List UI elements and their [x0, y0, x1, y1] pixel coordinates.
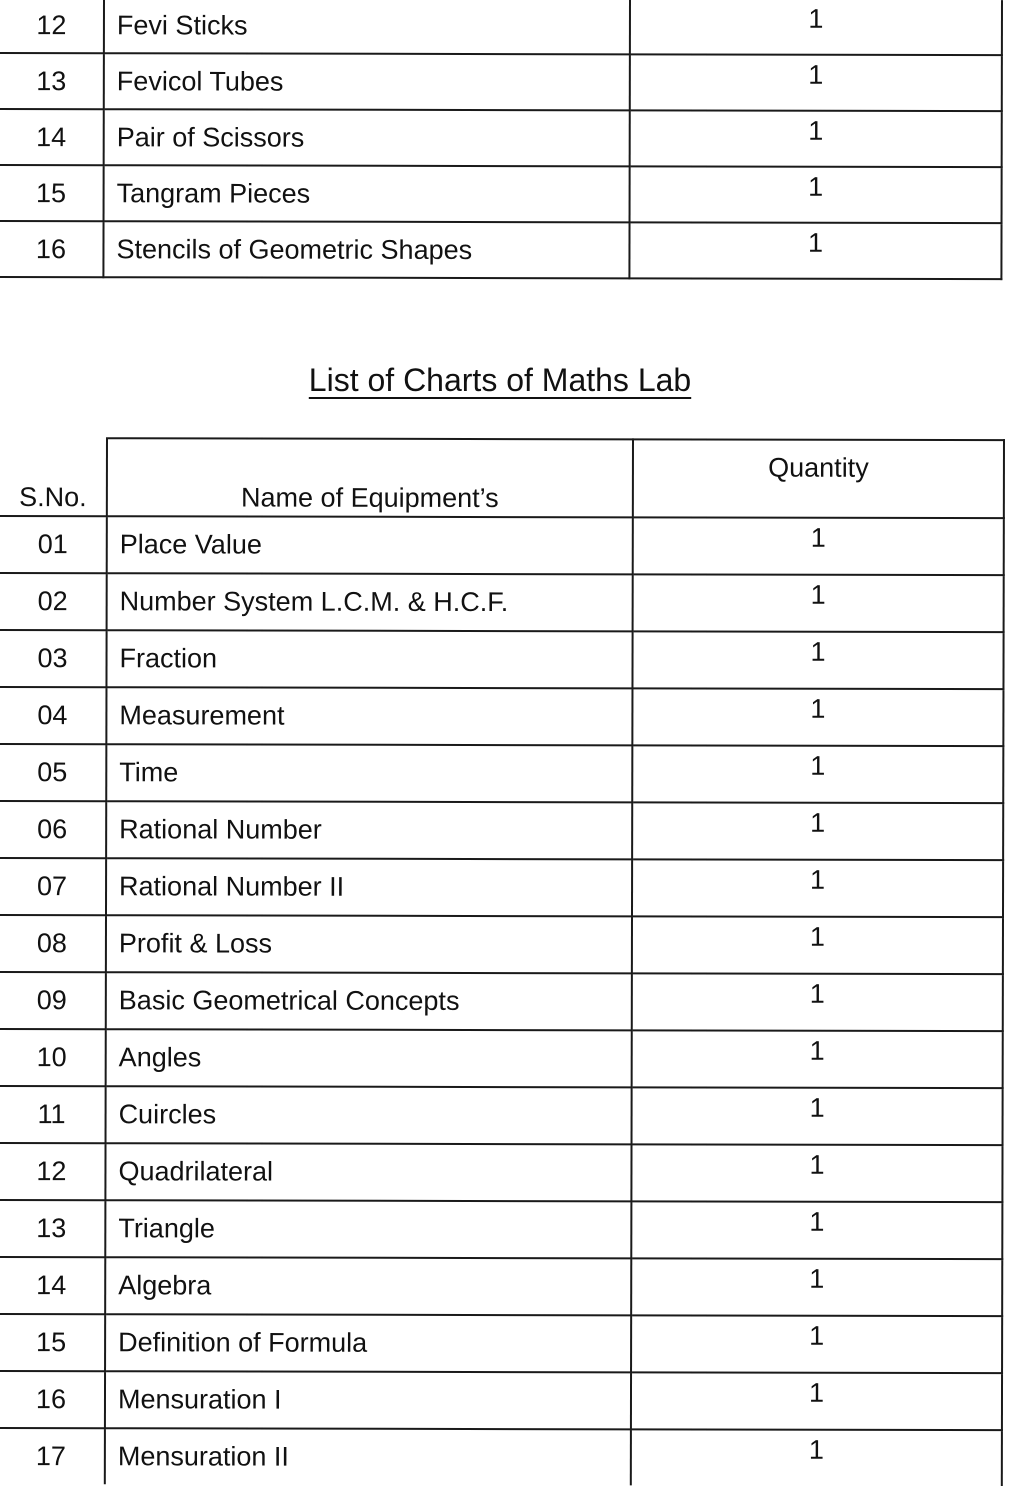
sno-cell: 17: [0, 1428, 105, 1484]
table-row: [0, 1314, 1002, 1373]
quantity-cell: 1: [633, 517, 1004, 575]
sno-cell: 04: [0, 687, 106, 744]
table-row: [0, 1029, 1003, 1088]
sno-cell: 08: [0, 915, 106, 972]
quantity-cell: 1: [632, 802, 1003, 860]
item-name-cell: Stencils of Geometric Shapes: [103, 221, 629, 278]
item-name-cell: Fraction: [106, 630, 632, 688]
quantity-cell: 1: [632, 688, 1003, 746]
header-sno: S.No.: [0, 438, 107, 516]
quantity-cell: 1: [631, 1429, 1002, 1486]
quantity-cell: 1: [632, 916, 1003, 974]
sno-cell: 06: [0, 801, 106, 858]
sno-cell: 15: [0, 1314, 105, 1371]
table-row: [0, 573, 1004, 632]
quantity-cell: 1: [631, 1144, 1002, 1202]
sno-cell: 13: [0, 53, 104, 109]
table-row: [0, 1143, 1003, 1202]
item-name-cell: Angles: [106, 1029, 632, 1087]
charts-table: [0, 437, 1005, 1486]
top-table-body: [0, 0, 1002, 279]
table-row: [0, 165, 1002, 223]
top-equipment-table: [0, 0, 1003, 280]
sno-cell: 15: [0, 165, 104, 221]
sno-cell: 10: [0, 1029, 106, 1086]
table-row: [0, 858, 1003, 917]
table-row: [0, 0, 1002, 55]
item-name-cell: Number System L.C.M. & H.C.F.: [107, 573, 633, 631]
item-name-cell: Mensuration I: [105, 1371, 631, 1429]
table-row: [0, 744, 1003, 803]
table-row: [0, 630, 1004, 689]
sno-cell: 14: [0, 1257, 105, 1314]
header-name: Name of Equipment’s: [107, 438, 633, 517]
section-title-text: List of Charts of Maths Lab: [308, 362, 692, 398]
sno-cell: 11: [0, 1086, 106, 1143]
sno-cell: 01: [0, 516, 107, 573]
table-row: [0, 1200, 1002, 1259]
item-name-cell: Rational Number II: [106, 858, 632, 916]
table-row: [0, 221, 1002, 279]
item-name-cell: Pair of Scissors: [104, 109, 630, 166]
sno-cell: 12: [0, 0, 104, 53]
quantity-cell: 1: [632, 973, 1003, 1031]
quantity-cell: 1: [631, 1258, 1002, 1316]
quantity-cell: 1: [633, 574, 1004, 632]
table-row: [0, 53, 1002, 111]
item-name-cell: Quadrilateral: [105, 1143, 631, 1201]
item-name-cell: Cuircles: [106, 1086, 632, 1144]
item-name-cell: Fevicol Tubes: [104, 53, 630, 110]
table-row: [0, 1086, 1003, 1145]
sno-cell: 12: [0, 1143, 106, 1200]
section-title: [0, 360, 1000, 400]
sno-cell: 03: [0, 630, 107, 687]
sno-cell: 07: [0, 858, 106, 915]
item-name-cell: Basic Geometrical Concepts: [106, 972, 632, 1030]
quantity-cell: 1: [632, 745, 1003, 803]
item-name-cell: Profit & Loss: [106, 915, 632, 973]
table-row: [0, 1257, 1002, 1316]
item-name-cell: Mensuration II: [105, 1428, 631, 1485]
item-name-cell: Algebra: [105, 1257, 631, 1315]
item-name-cell: Fevi Sticks: [104, 0, 630, 54]
table-row: [0, 687, 1003, 746]
sno-cell: 14: [0, 109, 104, 165]
table-row: [0, 109, 1002, 167]
header-quantity: Quantity: [633, 439, 1004, 518]
quantity-cell: 1: [632, 631, 1003, 689]
quantity-cell: 1: [630, 0, 1002, 55]
table-row: [0, 972, 1003, 1031]
sno-cell: 16: [0, 1371, 105, 1428]
quantity-cell: 1: [632, 859, 1003, 917]
sno-cell: 05: [0, 744, 106, 801]
quantity-cell: 1: [629, 222, 1001, 279]
table-row: [0, 801, 1003, 860]
sno-cell: 09: [0, 972, 106, 1029]
quantity-cell: 1: [631, 1372, 1002, 1430]
item-name-cell: Time: [106, 744, 632, 802]
quantity-cell: 1: [630, 166, 1002, 223]
item-name-cell: Triangle: [105, 1200, 631, 1258]
table-row: [0, 1371, 1002, 1430]
quantity-cell: 1: [630, 54, 1002, 111]
table-row: [0, 915, 1003, 974]
charts-table-header-row: [0, 438, 1004, 518]
item-name-cell: Measurement: [106, 687, 632, 745]
table-row: [0, 1428, 1002, 1486]
table-row: [0, 516, 1004, 575]
item-name-cell: Rational Number: [106, 801, 632, 859]
sno-cell: 13: [0, 1200, 105, 1257]
quantity-cell: 1: [630, 110, 1002, 167]
quantity-cell: 1: [632, 1030, 1003, 1088]
item-name-cell: Definition of Formula: [105, 1314, 631, 1372]
sno-cell: 02: [0, 573, 107, 630]
quantity-cell: 1: [632, 1087, 1003, 1145]
item-name-cell: Place Value: [107, 516, 633, 574]
charts-table-body: [0, 516, 1004, 1486]
quantity-cell: 1: [631, 1201, 1002, 1259]
item-name-cell: Tangram Pieces: [104, 165, 630, 222]
quantity-cell: 1: [631, 1315, 1002, 1373]
sno-cell: 16: [0, 221, 104, 277]
